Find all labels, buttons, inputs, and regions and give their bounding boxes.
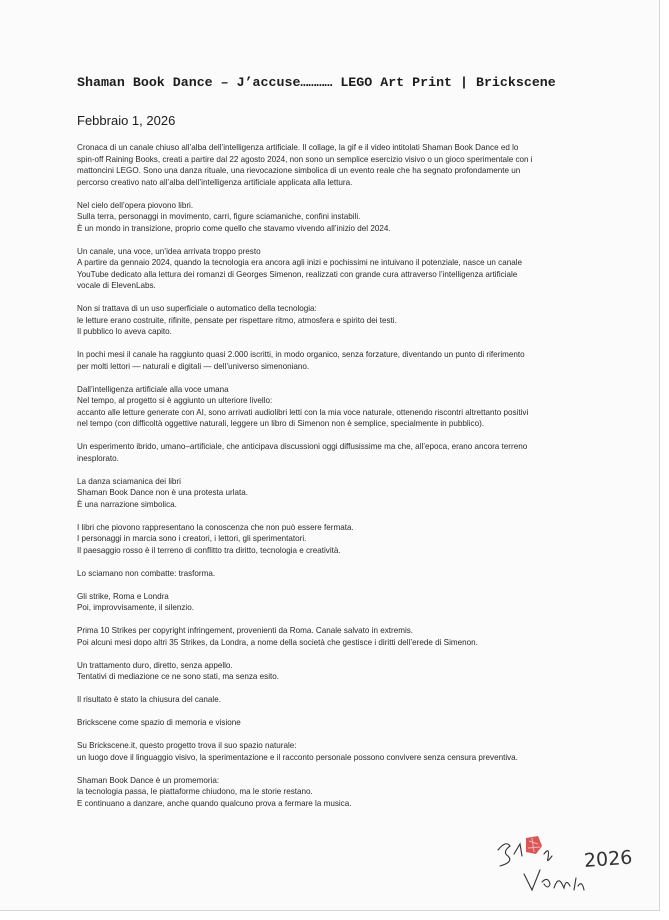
text-line: È un mondo in transizione, proprio come quello che stavamo vivendo all’inizio del 2024. bbox=[77, 223, 391, 233]
paragraph bbox=[77, 142, 587, 188]
paragraph bbox=[77, 441, 587, 464]
text-line: mattoncini LEGO. Sono una danza rituale, una rievocazione simbolica di un evento reale che ha segnato profondamente un bbox=[77, 166, 521, 175]
handwritten-signature bbox=[488, 832, 638, 902]
text-line: Un esperimento ibrido, umano–artificiale, che anticipava discussioni oggi diffusissime ma che, all’epoca, erano ancora terreno bbox=[77, 442, 528, 451]
publication-date: Febbraio 1, 2026 bbox=[77, 113, 176, 128]
text-line: Brickscene come spazio di memoria e visione bbox=[77, 718, 241, 727]
paragraph-gap bbox=[77, 338, 587, 350]
text-line: vocale di ElevenLabs. bbox=[77, 281, 156, 290]
paragraph-gap bbox=[77, 234, 587, 246]
text-line: nel tempo (con difficoltà oggettive naturali, leggere un libro di Simenon non è semplice, specialmente in pubblico). bbox=[77, 419, 485, 428]
text-line: Dall’intelligenza artificiale alla voce umana bbox=[77, 384, 229, 394]
text-line: Poi alcuni mesi dopo altri 35 Strikes, da Londra, a nome della società che gestisce i diritti dell’erede di Simenon. bbox=[77, 637, 478, 647]
text-line: spin-off Raining Books, creati a partire dal 22 agosto 2024, non sono un semplice esercizio visivo o un gioco sperimentale con i bbox=[77, 154, 533, 164]
text-line: Un canale, una voce, un’idea arrivata troppo presto bbox=[77, 246, 261, 256]
paragraph-gap bbox=[77, 556, 587, 568]
document-title: Shaman Book Dance – J’accuse………… LEGO Art Print | Brickscene bbox=[77, 75, 556, 90]
paragraph-gap bbox=[77, 763, 587, 775]
text-line: È una narrazione simbolica. bbox=[77, 499, 177, 509]
text-line: Cronaca di un canale chiuso all’alba dell’intelligenza artificiale. Il collage, la gif e il video intitolati Shaman Book Dance ed lo bbox=[77, 143, 519, 152]
paragraph-gap bbox=[77, 464, 587, 476]
text-line: per molti lettori — naturali e digitali — dell’universo simenoniano. bbox=[77, 361, 310, 371]
text-line: I personaggi in marcia sono i creatori, i lettori, gli sperimentatori. bbox=[77, 534, 307, 543]
paragraph bbox=[77, 568, 587, 580]
paragraph bbox=[77, 200, 587, 235]
paragraph-gap bbox=[77, 729, 587, 741]
signature-scribble bbox=[498, 844, 584, 890]
text-line: Prima 10 Strikes per copyright infringement, provenienti da Roma. Canale salvato in extremis. bbox=[77, 626, 414, 635]
text-line: Tentativi di mediazione ce ne sono stati, ma senza esito. bbox=[77, 672, 280, 681]
paragraph-gap bbox=[77, 430, 587, 442]
paragraph bbox=[77, 591, 587, 614]
text-line: Non si trattava di un uso superficiale o automatico della tecnologia: bbox=[77, 304, 317, 313]
text-line: I libri che piovono rappresentano la conoscenza che non può essere fermata. bbox=[77, 522, 354, 532]
paragraph bbox=[77, 717, 587, 729]
paragraph-gap bbox=[77, 579, 587, 591]
text-line: Su Brickscene.it, questo progetto trova il suo spazio naturale: bbox=[77, 741, 297, 750]
text-line: A partire da gennaio 2024, quando la tecnologia era ancora agli inizi e pochissimi ne intuivano il potenziale, nasce un canale bbox=[77, 258, 523, 267]
text-line: accanto alle letture generate con AI, sono arrivati audiolibri letti con la mia voce naturale, ottenendo riscontri altrettanto positivi bbox=[77, 407, 529, 417]
text-line: Nel tempo, al progetto si è aggiunto un ulteriore livello: bbox=[77, 396, 273, 405]
paragraph-gap bbox=[77, 648, 587, 660]
paragraph-gap bbox=[77, 292, 587, 304]
document-body bbox=[77, 142, 587, 809]
paragraph-gap bbox=[77, 683, 587, 695]
paragraph bbox=[77, 775, 587, 810]
text-line: Gli strike, Roma e Londra bbox=[77, 591, 169, 601]
paragraph-gap bbox=[77, 510, 587, 522]
paragraph bbox=[77, 476, 587, 511]
text-line: Un trattamento duro, diretto, senza appello. bbox=[77, 660, 233, 670]
paragraph bbox=[77, 625, 587, 648]
text-line: Nel cielo dell’opera piovono libri. bbox=[77, 200, 194, 210]
text-line: le letture erano costruite, rifinite, pensate per rispettare ritmo, atmosfera e spirito dei testi. bbox=[77, 315, 397, 325]
text-line: un luogo dove il linguaggio visivo, la sperimentazione e il racconto personale possono convivere senza censura preventiva. bbox=[77, 752, 518, 762]
text-line: Il pubblico lo aveva capito. bbox=[77, 327, 172, 336]
text-line: Lo sciamano non combatte: trasforma. bbox=[77, 568, 216, 578]
paragraph bbox=[77, 349, 587, 372]
text-line: percorso creativo nato all’alba dell’intelligenza artificiale applicata alla lettura. bbox=[77, 177, 353, 187]
paragraph-gap bbox=[77, 706, 587, 718]
text-line: la tecnologia passa, le piattaforme chiudono, ma le storie restano. bbox=[77, 787, 313, 796]
text-line: Poi, improvvisamente, il silenzio. bbox=[77, 603, 194, 612]
paragraph-gap bbox=[77, 188, 587, 200]
paragraph bbox=[77, 384, 587, 430]
paragraph bbox=[77, 303, 587, 338]
text-line: inesplorato. bbox=[77, 453, 119, 463]
paragraph bbox=[77, 660, 587, 683]
text-line: Il paesaggio rosso è il terreno di conflitto tra diritto, tecnologia e creatività. bbox=[77, 545, 341, 555]
paragraph-gap bbox=[77, 614, 587, 626]
red-stamp-icon bbox=[526, 836, 542, 854]
paragraph-gap bbox=[77, 372, 587, 384]
paragraph bbox=[77, 246, 587, 292]
paragraph bbox=[77, 694, 587, 706]
text-line: Il risultato è stato la chiusura del canale. bbox=[77, 695, 221, 704]
paragraph bbox=[77, 740, 587, 763]
text-line: Sulla terra, personaggi in movimento, carri, figure sciamaniche, confini instabili. bbox=[77, 212, 361, 221]
text-line: E continuano a danzare, anche quando qualcuno prova a fermare la musica. bbox=[77, 798, 352, 808]
text-line: Shaman Book Dance non è una protesta urlata. bbox=[77, 488, 248, 497]
text-line: La danza sciamanica dei libri bbox=[77, 476, 181, 486]
signature-year: 2026 bbox=[583, 846, 634, 872]
text-line: Shaman Book Dance è un promemoria: bbox=[77, 775, 220, 785]
paragraph bbox=[77, 522, 587, 557]
text-line: In pochi mesi il canale ha raggiunto quasi 2.000 iscritti, in modo organico, senza forzature, diventando un punto di riferimento bbox=[77, 350, 525, 359]
text-line: YouTube dedicato alla lettura dei romanzi di Georges Simenon, realizzati con grande cura attraverso l’intelligenza artificiale bbox=[77, 269, 518, 279]
